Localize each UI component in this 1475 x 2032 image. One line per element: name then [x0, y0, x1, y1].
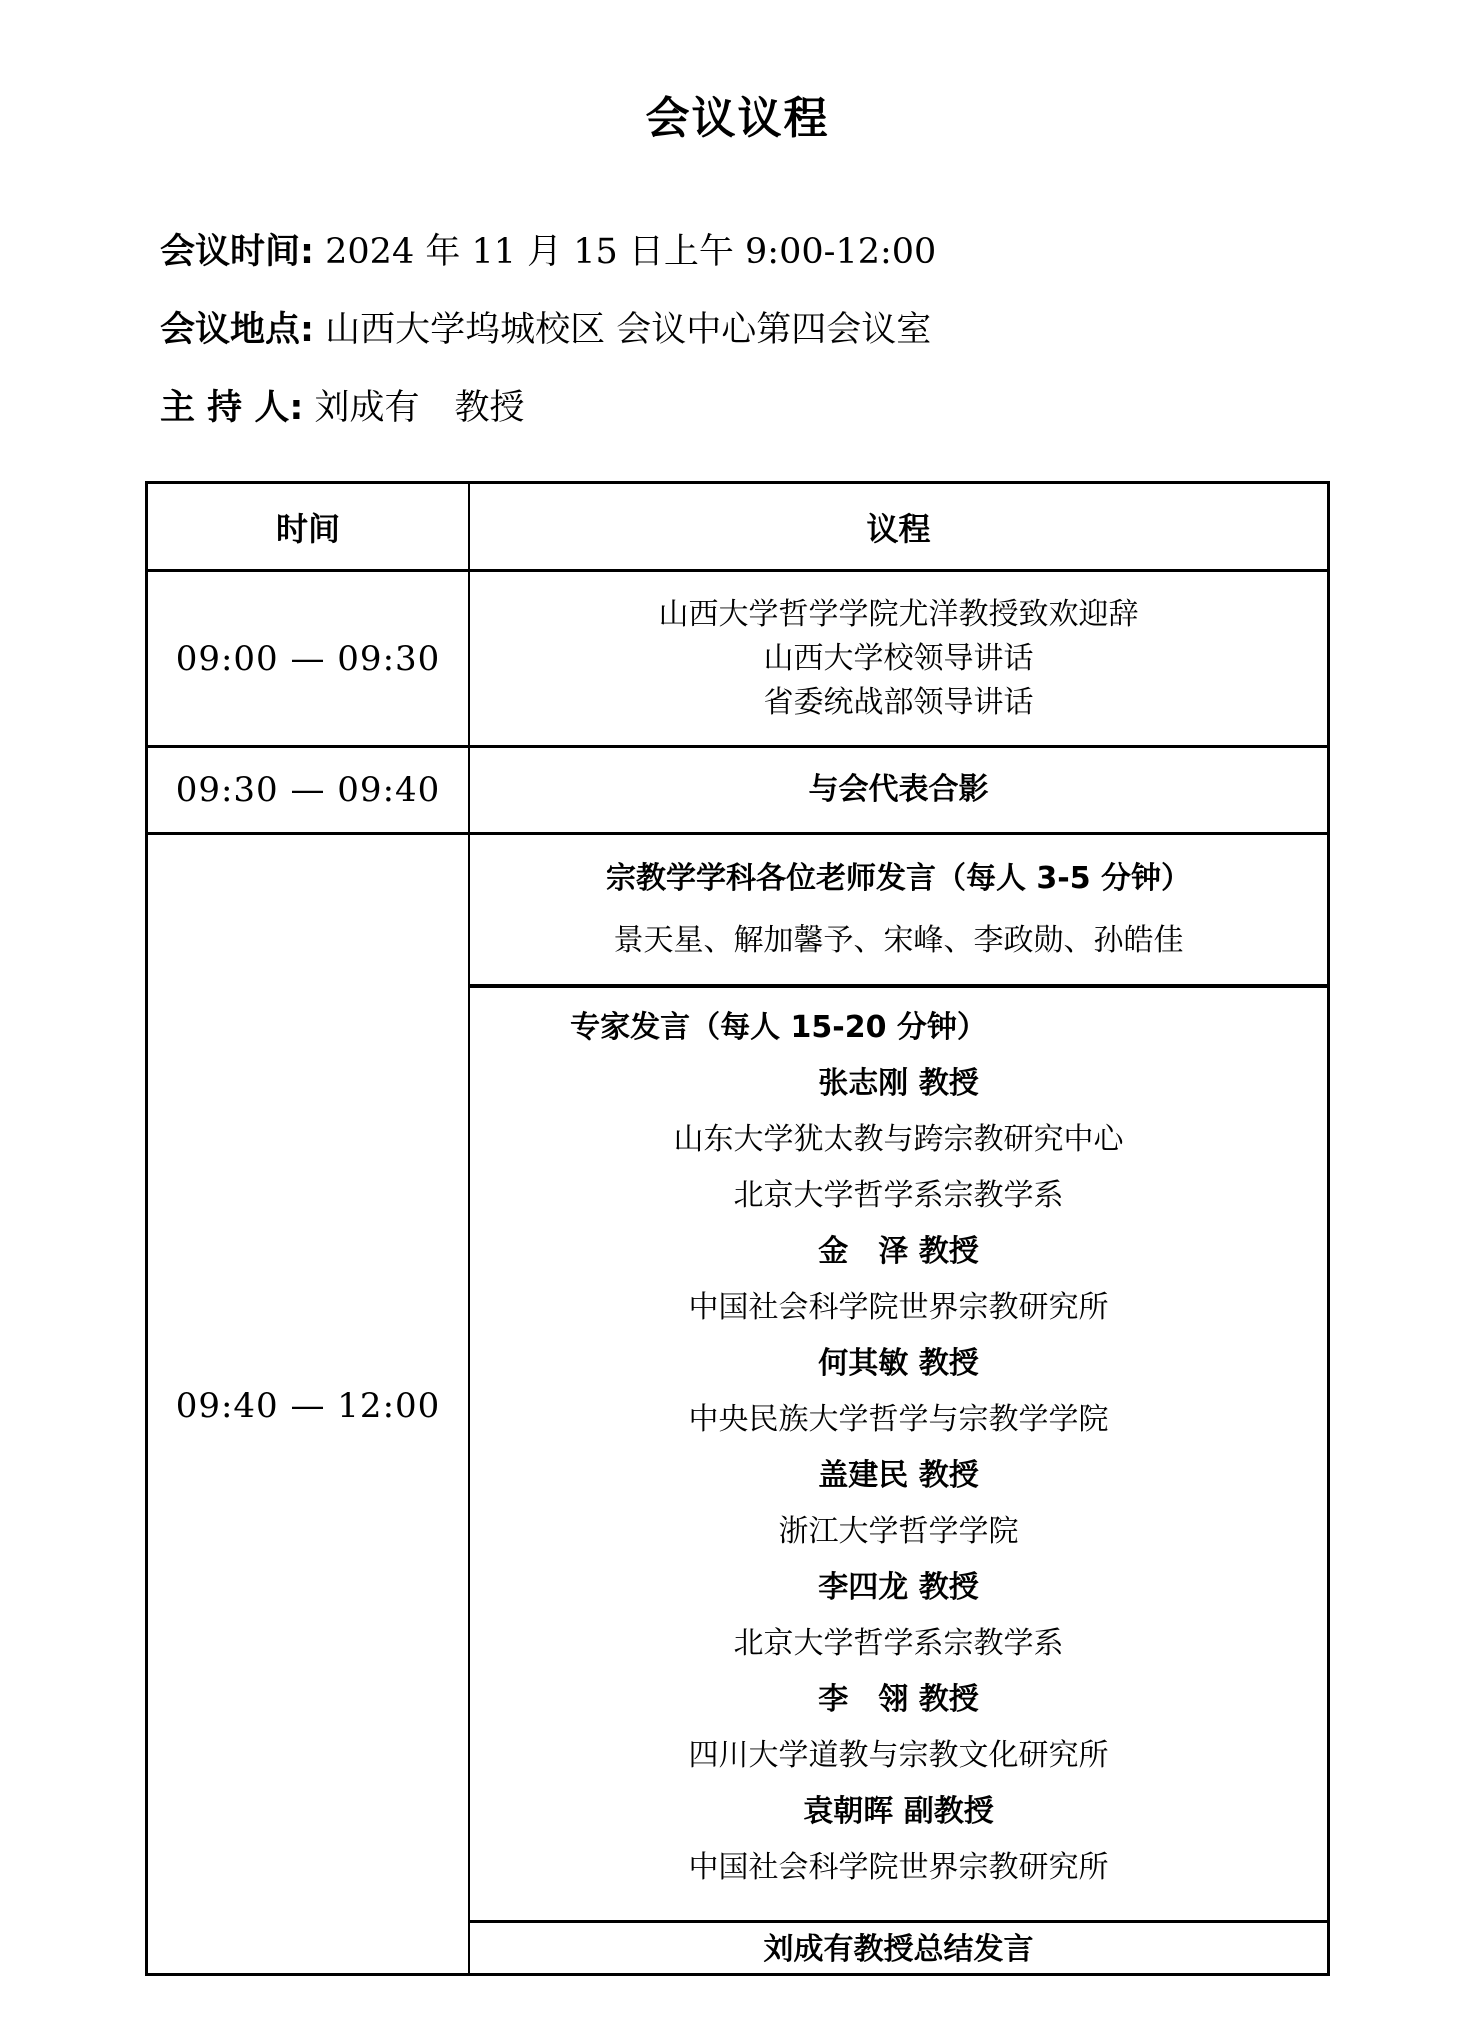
speaker-name: 金 泽 教授	[818, 1234, 979, 1269]
meeting-location-value: 山西大学坞城校区 会议中心第四会议室	[325, 310, 932, 350]
agenda-item: 山西大学哲学学院尤洋教授致欢迎辞	[658, 596, 1139, 632]
meeting-location	[160, 310, 931, 350]
row-agenda	[470, 572, 1327, 745]
agenda-item: 与会代表合影	[808, 772, 989, 807]
row-time: 09:40 — 12:00	[175, 1385, 441, 1426]
speaker-name: 盖建民 教授	[818, 1458, 979, 1493]
agenda-item: 山西大学校领导讲话	[763, 640, 1034, 676]
speaker-affiliation: 中国社会科学院世界宗教研究所	[688, 1290, 1109, 1325]
speaker-affiliation: 北京大学哲学系宗教学系	[733, 1626, 1064, 1661]
faculty-speeches	[470, 835, 1327, 984]
experts-heading: 专家发言（每人 15-20 分钟）	[570, 1010, 987, 1045]
faculty-heading: 宗教学学科各位老师发言（每人 3-5 分钟）	[605, 860, 1192, 896]
meeting-location-label: 会议地点:	[160, 310, 314, 350]
speaker-affiliation: 山东大学犹太教与跨宗教研究中心	[673, 1122, 1124, 1157]
meeting-time-value: 2024 年 11 月 15 日上午 9:00-12:00	[325, 232, 937, 272]
meeting-host	[160, 388, 525, 428]
speaker-affiliation: 四川大学道教与宗教文化研究所	[688, 1738, 1109, 1773]
speaker-name: 袁朝晖 副教授	[803, 1794, 994, 1829]
speaker-affiliation: 浙江大学哲学学院	[778, 1514, 1019, 1549]
meeting-host-value: 刘成有 教授	[314, 388, 525, 428]
speaker-name: 张志刚 教授	[818, 1066, 979, 1101]
meeting-time	[160, 232, 936, 272]
closing-remarks	[470, 1923, 1327, 1976]
speaker-name: 李 翎 教授	[818, 1682, 979, 1717]
agenda-table	[145, 481, 1330, 1976]
speaker-affiliation: 中国社会科学院世界宗教研究所	[688, 1850, 1109, 1885]
faculty-names: 景天星、解加馨予、宋峰、李政勋、孙皓佳	[613, 922, 1184, 958]
page-title: 会议议程	[645, 93, 830, 144]
speaker-name: 何其敏 教授	[818, 1346, 979, 1381]
row-agenda	[470, 748, 1327, 832]
header-time: 时间	[275, 509, 340, 548]
speaker-name: 李四龙 教授	[818, 1570, 979, 1605]
closing-text: 刘成有教授总结发言	[763, 1931, 1034, 1967]
header-agenda: 议程	[866, 509, 931, 548]
expert-speeches	[470, 988, 1327, 1920]
meeting-time-label: 会议时间:	[160, 232, 314, 272]
meeting-host-label: 主 持 人:	[160, 388, 304, 428]
agenda-item: 省委统战部领导讲话	[763, 684, 1034, 720]
speaker-affiliation: 北京大学哲学系宗教学系	[733, 1178, 1064, 1213]
row-time: 09:30 — 09:40	[175, 770, 441, 810]
speaker-affiliation: 中央民族大学哲学与宗教学学院	[688, 1402, 1109, 1437]
row-time: 09:00 — 09:30	[175, 638, 441, 679]
